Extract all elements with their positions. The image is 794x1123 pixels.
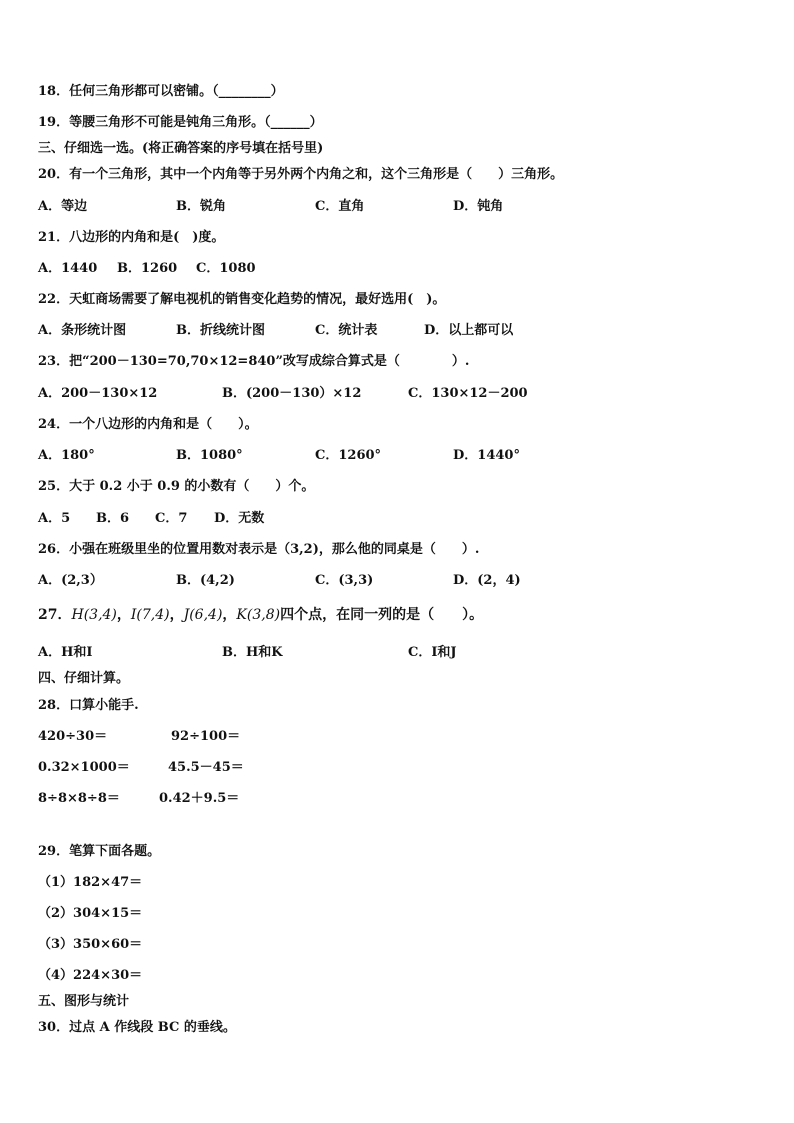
question-25-option-d[interactable]: D．无数 [214, 511, 265, 526]
question-30-stem: 30．过点 A 作线段 BC 的垂线。 [38, 1020, 236, 1035]
question-24-option-c[interactable]: C．1260° [315, 448, 382, 463]
question-21-stem: 21．八边形的内角和是( )度。 [38, 230, 225, 245]
question-24-stem: 24．一个八边形的内角和是（ ）。 [38, 417, 258, 432]
written-calc-item: （4）224×30＝ [38, 968, 143, 983]
question-22-option-b[interactable]: B．折线统计图 [176, 323, 265, 338]
mental-math-item: 0.42＋9.5＝ [159, 791, 240, 806]
question-27-number: 27． [38, 607, 72, 623]
question-25-option-a[interactable]: A．5 [38, 511, 71, 526]
point-i: I(7,4) [130, 607, 170, 623]
question-26-stem: 26．小强在班级里坐的位置用数对表示是（3,2)，那么他的同桌是（ ）. [38, 542, 480, 557]
question-21-option-a[interactable]: A．1440 [38, 261, 98, 276]
question-19 [38, 114, 323, 132]
mental-math-item: 45.5－45＝ [168, 760, 244, 775]
question-19-text: 等腰三角形不可能是钝角三角形。（ [69, 115, 271, 130]
separator: ， [222, 607, 237, 623]
separator: ， [169, 607, 184, 623]
question-20-option-c[interactable]: C．直角 [315, 199, 365, 214]
separator: ， [116, 607, 131, 623]
question-25-option-b[interactable]: B．6 [96, 511, 130, 526]
question-21-option-c[interactable]: C．1080 [196, 261, 256, 276]
mental-math-item: 0.32×1000＝ [38, 760, 130, 775]
section-5-heading: 五、图形与统计 [38, 994, 130, 1009]
question-27-tail: 四个点，在同一列的是（ ）。 [280, 607, 484, 623]
question-22-stem: 22．天虹商场需要了解电视机的销售变化趋势的情况，最好选用( )。 [38, 292, 446, 307]
question-26-option-c[interactable]: C．(3,3) [315, 573, 374, 588]
question-26-option-a[interactable]: A．(2,3） [38, 573, 103, 588]
mental-math-item: 420÷30＝ [38, 729, 108, 744]
written-calc-item: （2）304×15＝ [38, 906, 143, 921]
mental-math-item: 92÷100＝ [171, 729, 241, 744]
question-24-option-a[interactable]: A．180° [38, 448, 95, 463]
question-20-option-b[interactable]: B．锐角 [176, 199, 226, 214]
point-h: H(3,4) [71, 607, 117, 623]
question-27-option-b[interactable]: B．H和K [222, 645, 283, 660]
question-25-option-c[interactable]: C．7 [155, 511, 188, 526]
question-23-stem: 23．把“200－130=70,70×12=840”改写成综合算式是（ ）. [38, 354, 470, 369]
question-22-option-a[interactable]: A．条形统计图 [38, 323, 127, 338]
question-18-blank: ________ [218, 84, 271, 99]
question-20-stem: 20．有一个三角形，其中一个内角等于另外两个内角之和，这个三角形是（ ）三角形。 [38, 167, 564, 182]
question-26-option-d[interactable]: D．(2，4) [453, 573, 521, 588]
question-23-option-b[interactable]: B．(200－130）×12 [222, 386, 362, 401]
question-22-option-c[interactable]: C．统计表 [315, 323, 378, 338]
question-25-stem: 25．大于 0.2 小于 0.9 的小数有（ ）个。 [38, 479, 315, 494]
question-27-option-c[interactable]: C．I和J [408, 645, 457, 660]
question-18 [38, 83, 284, 101]
question-18-number: 18． [38, 84, 70, 99]
mental-math-item: 8÷8×8÷8＝ [38, 791, 120, 806]
question-23-option-c[interactable]: C．130×12－200 [408, 386, 528, 401]
question-19-number: 19． [38, 115, 70, 130]
question-28-title: 28．口算小能手. [38, 698, 139, 713]
question-19-end: ） [309, 115, 323, 130]
question-21-option-b[interactable]: B．1260 [117, 261, 178, 276]
question-20-option-d[interactable]: D．钝角 [453, 199, 504, 214]
question-27-option-a[interactable]: A．H和I [38, 645, 93, 660]
question-18-text: 任何三角形都可以密铺。（ [69, 84, 219, 99]
question-19-blank: ______ [270, 115, 310, 130]
question-26-option-b[interactable]: B．(4,2) [176, 573, 235, 588]
question-24-option-b[interactable]: B．1080° [176, 448, 243, 463]
written-calc-item: （3）350×60＝ [38, 937, 143, 952]
question-29-title: 29．笔算下面各题。 [38, 844, 161, 859]
section-4-heading: 四、仔细计算。 [38, 671, 130, 686]
written-calc-item: （1）182×47＝ [38, 875, 143, 890]
question-20-option-a[interactable]: A．等边 [38, 199, 88, 214]
point-k: K(3,8) [236, 607, 281, 623]
question-27-stem [38, 606, 483, 624]
question-23-option-a[interactable]: A．200－130×12 [38, 386, 158, 401]
question-24-option-d[interactable]: D．1440° [453, 448, 520, 463]
question-18-end: ） [270, 84, 284, 99]
point-j: J(6,4) [183, 607, 223, 623]
question-22-option-d[interactable]: D．以上都可以 [424, 323, 514, 338]
section-3-heading: 三、仔细选一选。(将正确答案的序号填在括号里) [38, 141, 324, 156]
